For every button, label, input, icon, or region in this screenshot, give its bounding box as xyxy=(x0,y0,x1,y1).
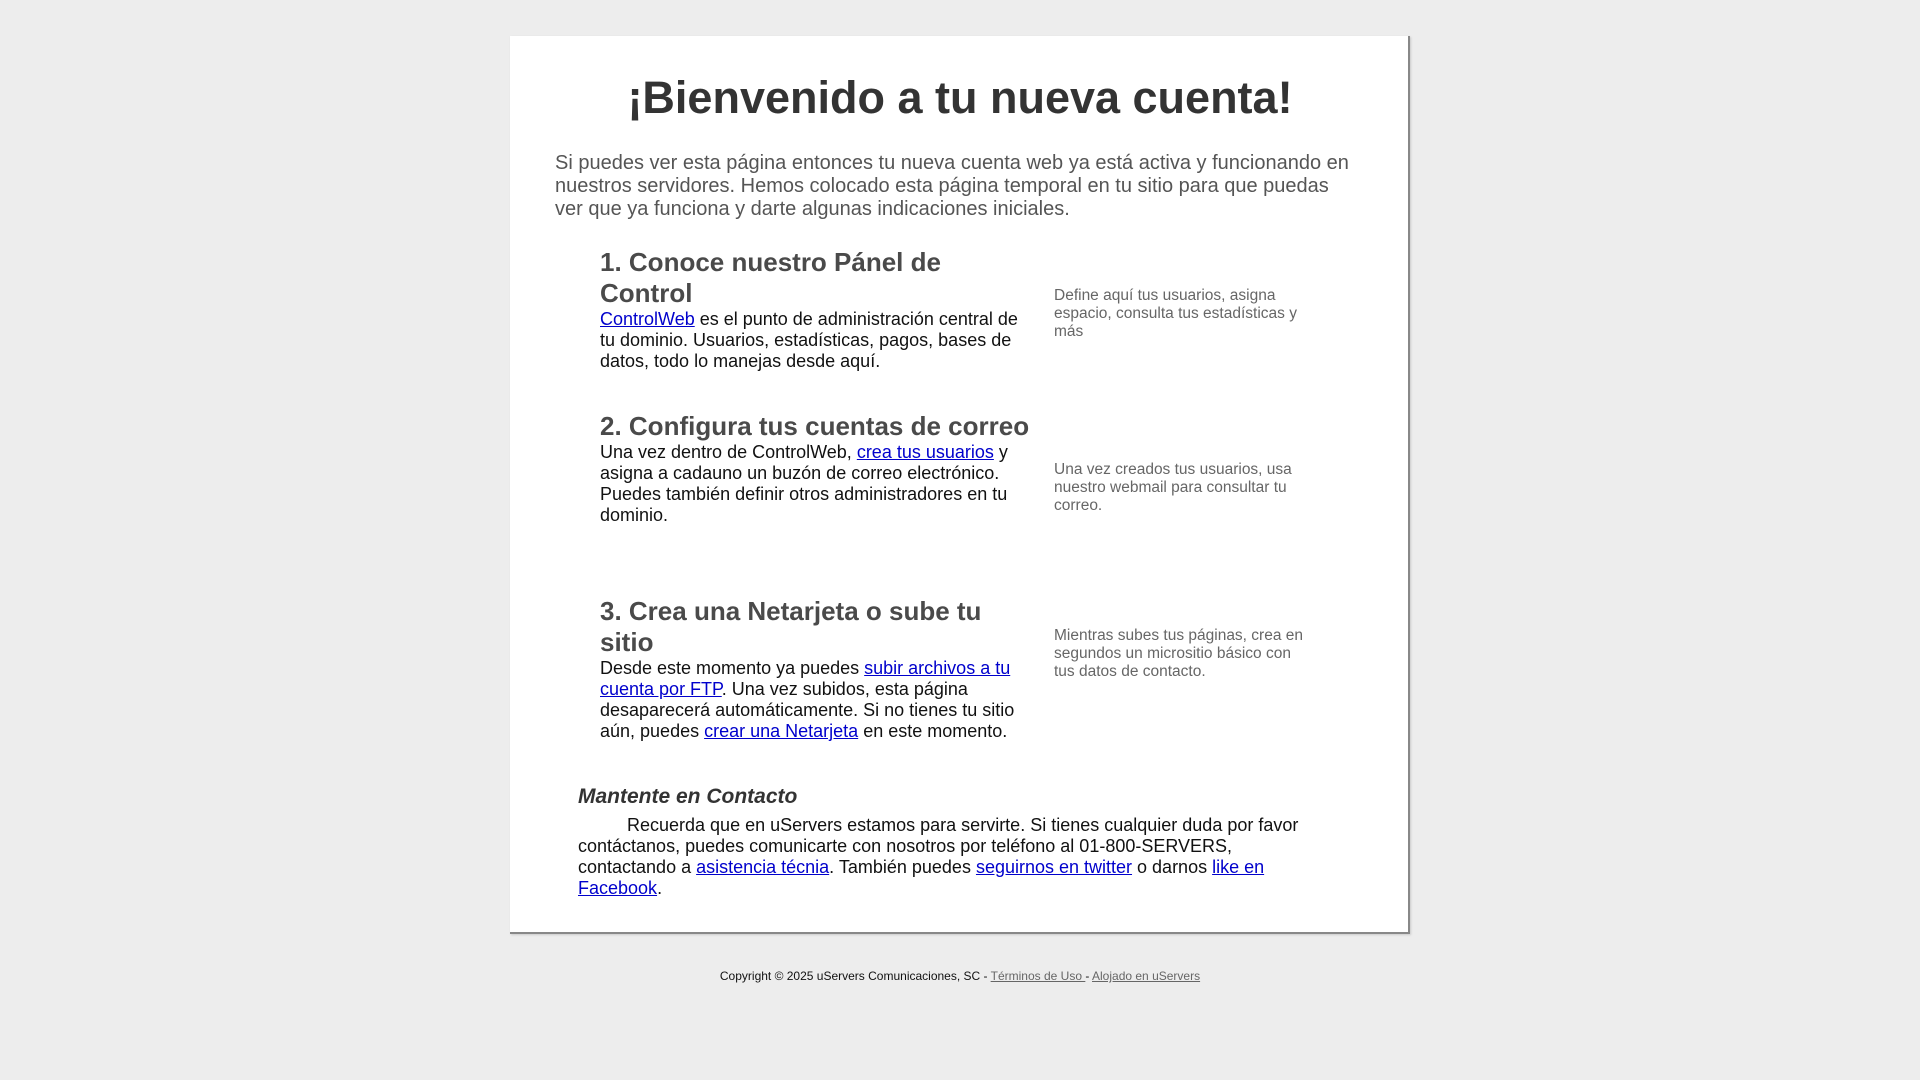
welcome-card xyxy=(510,36,1410,934)
footer-separator: - xyxy=(1085,969,1093,983)
step-text-part: . Una vez subidos, esta página desaparecerá automáticamente. Si no tienes tu sitio aún, puedes xyxy=(600,679,1015,741)
controlweb-link[interactable]: ControlWeb xyxy=(600,309,695,329)
tech-support-link[interactable]: asistencia técnia xyxy=(696,857,830,877)
step-text xyxy=(600,309,1030,372)
step-side-note: Una vez creados tus usuarios, usa nuestro webmail para consultar tu correo. xyxy=(1054,461,1292,514)
step-text-part: es el punto de administración central de tu dominio. Usuarios, estadísticas, pagos, bases de datos, todo lo manejas desde aquí. xyxy=(600,309,1018,371)
contact-text-part: . También puedes xyxy=(829,857,976,877)
contact-text-part: Recuerda que en uServers estamos para servirte. Si tienes cualquier duda por favor contáctanos, puedes comunicarte con nosotros por teléfono al 01-800-SERVERS, contactando a xyxy=(578,815,1299,877)
create-netarjeta-link[interactable]: crear una Netarjeta xyxy=(704,721,859,741)
facebook-link[interactable]: like en Facebook xyxy=(578,857,1265,898)
footer xyxy=(0,969,1920,983)
contact-text xyxy=(578,815,1328,899)
hosted-link[interactable]: Alojado en uServers xyxy=(1092,969,1201,983)
copyright-text: Copyright © 2025 uServers Comunicaciones, SC - xyxy=(719,969,991,983)
step-text xyxy=(600,442,1030,526)
step-control-panel xyxy=(600,247,1030,372)
step-email-accounts xyxy=(600,411,1030,526)
ftp-upload-link[interactable]: subir archivos a tu cuenta por FTP xyxy=(600,658,1011,699)
contact-text-part: o darnos xyxy=(1132,857,1213,877)
step-text-part: y asigna a cadauno un buzón de correo electrónico. Puedes también definir otros administradores en tu dominio. xyxy=(600,442,1008,525)
step-text-part: en este momento. xyxy=(858,721,1008,741)
step-side-note: Mientras subes tus páginas, crea en segundos un micrositio básico con tus datos de contacto. xyxy=(1054,627,1303,680)
step-netarjeta xyxy=(600,596,1030,742)
step-text-part: Desde este momento ya puedes xyxy=(600,658,865,678)
step-heading: 3. Crea una Netarjeta o sube tu sitio xyxy=(600,596,982,657)
contact-heading: Mantente en Contacto xyxy=(578,785,798,808)
create-users-link[interactable]: crea tus usuarios xyxy=(856,442,994,462)
step-text xyxy=(600,658,1030,742)
contact-text-part: . xyxy=(657,878,663,898)
twitter-link[interactable]: seguirnos en twitter xyxy=(975,857,1133,877)
page-title: ¡Bienvenido a tu nueva cuenta! xyxy=(627,72,1293,123)
terms-link[interactable]: Términos de Uso xyxy=(990,969,1086,983)
step-side-note: Define aquí tus usuarios, asigna espacio, consulta tus estadísticas y más xyxy=(1054,287,1297,340)
intro-text: Si puedes ver esta página entonces tu nueva cuenta web ya está activa y funcionando en nuestros servidores. Hemos colocado esta página temporal en tu sitio para que puedas ver que ya funciona y darte algunas indicaciones iniciales. xyxy=(555,152,1349,220)
step-heading: 1. Conoce nuestro Pánel de Control xyxy=(600,247,941,308)
step-text-part: Una vez dentro de ControlWeb, xyxy=(600,442,857,462)
step-heading: 2. Configura tus cuentas de correo xyxy=(600,411,1030,441)
